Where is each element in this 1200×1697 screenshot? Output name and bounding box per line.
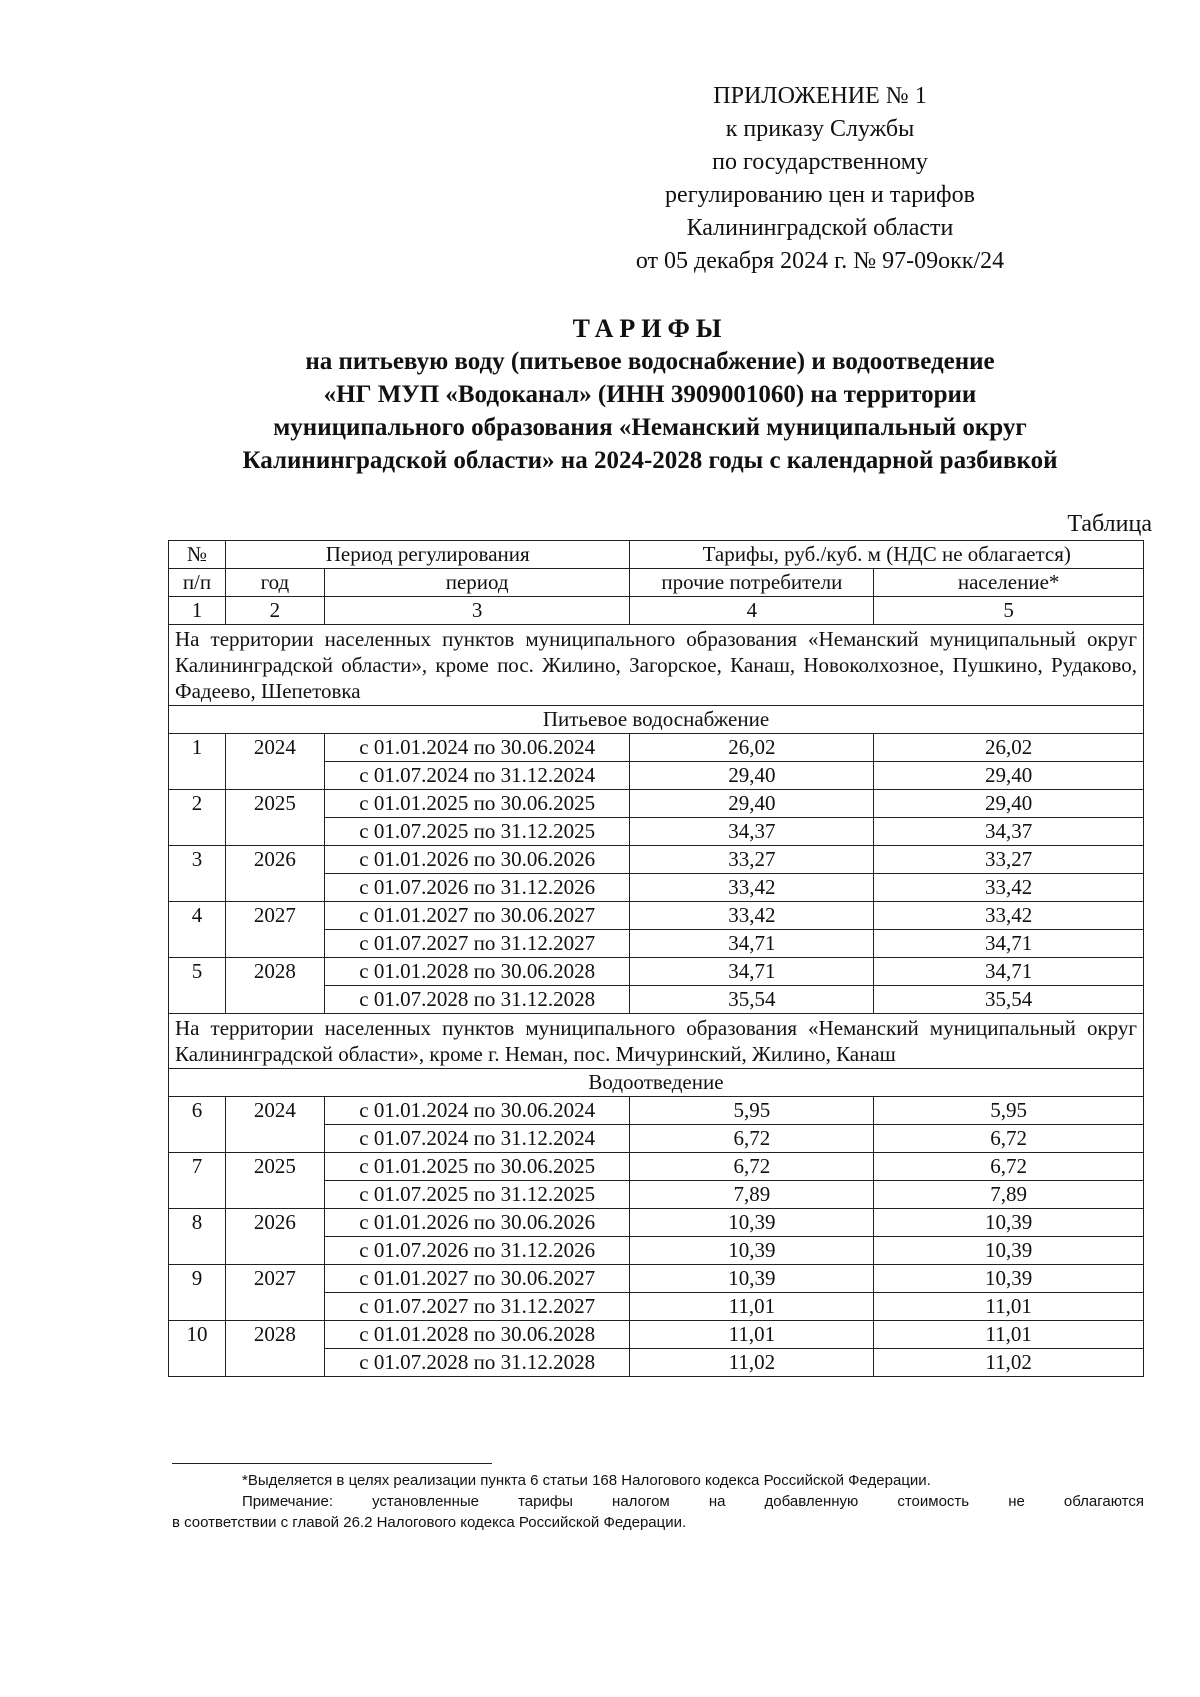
row-tariff-other: 33,27 (630, 846, 874, 874)
row-tariff-other: 6,72 (630, 1125, 874, 1153)
row-tariff-population: 34,37 (874, 818, 1144, 846)
row-tariff-other: 34,37 (630, 818, 874, 846)
row-year: 2024 (225, 1097, 324, 1153)
row-period: с 01.01.2027 по 30.06.2027 (324, 902, 630, 930)
row-period: с 01.01.2025 по 30.06.2025 (324, 1153, 630, 1181)
row-number: 6 (169, 1097, 226, 1153)
column-number: 1 (169, 597, 226, 625)
row-year: 2024 (225, 734, 324, 790)
column-number: 4 (630, 597, 874, 625)
territory-row (169, 625, 1144, 706)
row-tariff-population: 10,39 (874, 1237, 1144, 1265)
table-row (169, 1097, 1144, 1125)
table-row (169, 958, 1144, 986)
row-tariff-population: 11,01 (874, 1321, 1144, 1349)
row-period: с 01.01.2025 по 30.06.2025 (324, 790, 630, 818)
row-period: с 01.07.2024 по 31.12.2024 (324, 1125, 630, 1153)
table-label: Таблица (1067, 511, 1152, 537)
territory-description: На территории населенных пунктов муниципального образования «Неманский муниципальный округ Калининградской области», кроме пос. Жилино, Загорское, Канаш, Новоколхозное, Пушкино, Рудаково, Фадеево, Шепетовка (169, 625, 1144, 706)
row-period: с 01.07.2028 по 31.12.2028 (324, 986, 630, 1014)
footnote-note-line1: Примечание: установленные тарифы налогом на добавленную стоимость не облагаются (242, 1493, 1144, 1510)
row-period: с 01.01.2027 по 30.06.2027 (324, 1265, 630, 1293)
row-period: с 01.07.2024 по 31.12.2024 (324, 762, 630, 790)
column-number: 2 (225, 597, 324, 625)
row-period: с 01.07.2025 по 31.12.2025 (324, 818, 630, 846)
row-tariff-population: 6,72 (874, 1125, 1144, 1153)
territory-row (169, 1014, 1144, 1069)
title-main: ТАРИФЫ (572, 314, 728, 343)
tariff-table (168, 540, 1144, 1377)
header-num-top: № (169, 541, 226, 569)
row-tariff-population: 34,71 (874, 930, 1144, 958)
header-num-bottom: п/п (169, 569, 226, 597)
row-period: с 01.07.2027 по 31.12.2027 (324, 930, 630, 958)
row-number: 1 (169, 734, 226, 790)
title-line: на питьевую воду (питьевое водоснабжение) и водоотведение (305, 348, 995, 375)
appendix-line: регулированию цен и тарифов (665, 182, 975, 208)
row-period: с 01.01.2026 по 30.06.2026 (324, 1209, 630, 1237)
row-tariff-other: 6,72 (630, 1153, 874, 1181)
service-row (169, 706, 1144, 734)
row-tariff-population: 33,42 (874, 874, 1144, 902)
row-number: 8 (169, 1209, 226, 1265)
title-line: Калининградской области» на 2024-2028 годы с календарной разбивкой (242, 447, 1058, 474)
row-year: 2025 (225, 790, 324, 846)
service-title: Питьевое водоснабжение (169, 706, 1144, 734)
table-row (169, 790, 1144, 818)
table-row (169, 846, 1144, 874)
row-number: 3 (169, 846, 226, 902)
row-period: с 01.01.2028 по 30.06.2028 (324, 958, 630, 986)
row-tariff-population: 33,42 (874, 902, 1144, 930)
row-tariff-population: 10,39 (874, 1265, 1144, 1293)
row-tariff-other: 33,42 (630, 874, 874, 902)
title-line: «НГ МУП «Водоканал» (ИНН 3909001060) на территории (323, 381, 977, 408)
row-year: 2028 (225, 958, 324, 1014)
row-period: с 01.07.2026 по 31.12.2026 (324, 1237, 630, 1265)
header-row (169, 541, 1144, 569)
row-year: 2026 (225, 1209, 324, 1265)
table-row (169, 1153, 1144, 1181)
row-number: 9 (169, 1265, 226, 1321)
row-tariff-other: 34,71 (630, 958, 874, 986)
row-tariff-other: 29,40 (630, 762, 874, 790)
row-tariff-population: 5,95 (874, 1097, 1144, 1125)
row-tariff-other: 11,02 (630, 1349, 874, 1377)
service-row (169, 1069, 1144, 1097)
row-number: 7 (169, 1153, 226, 1209)
row-period: с 01.07.2025 по 31.12.2025 (324, 1181, 630, 1209)
row-tariff-population: 6,72 (874, 1153, 1144, 1181)
row-tariff-population: 35,54 (874, 986, 1144, 1014)
header-period: период (324, 569, 630, 597)
row-tariff-other: 34,71 (630, 930, 874, 958)
header-year: год (225, 569, 324, 597)
table-row (169, 1265, 1144, 1293)
column-number: 3 (324, 597, 630, 625)
row-year: 2028 (225, 1321, 324, 1377)
row-tariff-population: 29,40 (874, 762, 1144, 790)
row-number: 4 (169, 902, 226, 958)
appendix-line: ПРИЛОЖЕНИЕ № 1 (713, 83, 927, 109)
appendix-line: Калининградской области (686, 215, 954, 241)
territory-description: На территории населенных пунктов муниципального образования «Неманский муниципальный округ Калининградской области», кроме г. Неман, пос. Мичуринский, Жилино, Канаш (169, 1014, 1144, 1069)
column-number-row (169, 597, 1144, 625)
table-row (169, 902, 1144, 930)
footnote-divider (172, 1463, 492, 1464)
row-tariff-population: 7,89 (874, 1181, 1144, 1209)
row-year: 2027 (225, 902, 324, 958)
header-row (169, 569, 1144, 597)
row-tariff-population: 10,39 (874, 1209, 1144, 1237)
row-period: с 01.07.2027 по 31.12.2027 (324, 1293, 630, 1321)
row-period: с 01.01.2024 по 30.06.2024 (324, 734, 630, 762)
row-tariff-population: 29,40 (874, 790, 1144, 818)
footnotes (172, 1470, 1144, 1533)
service-title: Водоотведение (169, 1069, 1144, 1097)
row-tariff-other: 29,40 (630, 790, 874, 818)
header-tariff-group: Тарифы, руб./куб. м (НДС не облагается) (630, 541, 1144, 569)
row-tariff-population: 34,71 (874, 958, 1144, 986)
row-tariff-other: 35,54 (630, 986, 874, 1014)
row-period: с 01.01.2028 по 30.06.2028 (324, 1321, 630, 1349)
row-period: с 01.07.2026 по 31.12.2026 (324, 874, 630, 902)
row-tariff-other: 10,39 (630, 1237, 874, 1265)
row-period: с 01.07.2028 по 31.12.2028 (324, 1349, 630, 1377)
row-tariff-population: 33,27 (874, 846, 1144, 874)
document-title (150, 312, 1150, 477)
appendix-line: по государственному (712, 149, 928, 175)
row-tariff-population: 11,02 (874, 1349, 1144, 1377)
row-tariff-other: 10,39 (630, 1265, 874, 1293)
header-other-consumers: прочие потребители (630, 569, 874, 597)
footnote-asterisk: *Выделяется в целях реализации пункта 6 статьи 168 Налогового кодекса Российской Федерации. (242, 1472, 931, 1489)
table-row (169, 1321, 1144, 1349)
header-period-group: Период регулирования (225, 541, 630, 569)
row-tariff-other: 5,95 (630, 1097, 874, 1125)
row-year: 2026 (225, 846, 324, 902)
row-tariff-other: 33,42 (630, 902, 874, 930)
table-row (169, 734, 1144, 762)
row-tariff-other: 7,89 (630, 1181, 874, 1209)
row-tariff-other: 11,01 (630, 1293, 874, 1321)
row-number: 10 (169, 1321, 226, 1377)
row-tariff-other: 26,02 (630, 734, 874, 762)
footnote-note-line2: в соответствии с главой 26.2 Налогового кодекса Российской Федерации. (172, 1514, 687, 1531)
row-tariff-population: 26,02 (874, 734, 1144, 762)
row-period: с 01.01.2026 по 30.06.2026 (324, 846, 630, 874)
row-number: 2 (169, 790, 226, 846)
row-tariff-population: 11,01 (874, 1293, 1144, 1321)
row-year: 2027 (225, 1265, 324, 1321)
row-number: 5 (169, 958, 226, 1014)
column-number: 5 (874, 597, 1144, 625)
row-year: 2025 (225, 1153, 324, 1209)
row-tariff-other: 11,01 (630, 1321, 874, 1349)
appendix-header (560, 80, 1080, 278)
title-line: муниципального образования «Неманский муниципальный округ (273, 414, 1027, 441)
row-period: с 01.01.2024 по 30.06.2024 (324, 1097, 630, 1125)
appendix-line: от 05 декабря 2024 г. № 97-09окк/24 (635, 248, 1005, 274)
table-row (169, 1209, 1144, 1237)
appendix-line: к приказу Службы (725, 116, 915, 142)
row-tariff-other: 10,39 (630, 1209, 874, 1237)
header-population: население* (874, 569, 1144, 597)
